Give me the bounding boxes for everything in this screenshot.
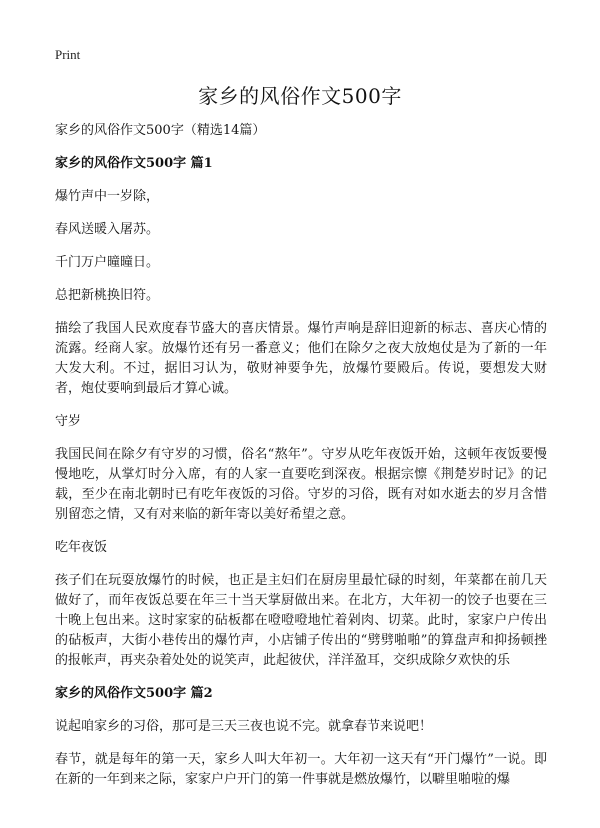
print-label: Print xyxy=(55,47,81,62)
subsection-title-shousui: 守岁 xyxy=(55,414,82,429)
article-subtitle: 家乡的风俗作文500字（精选14篇） xyxy=(55,123,266,138)
poem-line: 春风送暖入屠苏。 xyxy=(55,222,160,237)
paragraph: 孩子们在玩耍放爆竹的时候，也正是主妇们在厨房里最忙碌的时刻，年菜都在前几天做好了，而年夜饭总要在年三十当天掌厨做出来。在北方，大年初一的饺子也要在三十晚上包出来。这时家家的砧板都在噔噔噔地忙着剁肉、切菜。此时，家家户户传出的砧板声，大街小巷传出的爆竹声，小店铺子传出的“劈劈啪啪”的算盘声和抑扬顿挫的报帐声，再夹杂着处处的说笑声，此起彼伏，洋洋盈耳，交织成除夕欢快的乐 xyxy=(55,573,547,668)
poem-line: 总把新桃换旧符。 xyxy=(55,288,160,303)
section-heading-1: 家乡的风俗作文500字 篇1 xyxy=(55,156,213,171)
poem-line: 千门万户曈曈日。 xyxy=(55,255,160,270)
subsection-title-nianyefan: 吃年夜饭 xyxy=(55,540,108,555)
paragraph: 春节，就是每年的第一天，家乡人叫大年初一。大年初一这天有“开门爆竹”一说。即在新的一年到来之际，家家户户开门的第一件事就是燃放爆竹，以噼里啪啦的爆 xyxy=(55,752,547,787)
article-body xyxy=(55,121,547,803)
paragraph: 我国民间在除夕有守岁的习惯，俗名“熬年”。守岁从吃年夜饭开始，这顿年夜饭要慢慢地吃，从掌灯时分入席，有的人家一直要吃到深夜。根据宗懔《荆楚岁时记》的记载，至少在南北朝时已有吃年夜饭的习俗。守岁的习俗，既有对如水逝去的岁月含惜别留恋之情，又有对来临的新年寄以美好希望之意。 xyxy=(55,447,547,522)
poem-line: 爆竹声中一岁除， xyxy=(55,189,160,204)
paragraph: 描绘了我国人民欢度春节盛大的喜庆情景。爆竹声响是辞旧迎新的标志、喜庆心情的流露。经商人家。放爆竹还有另一番意义；他们在除夕之夜大放炮仗是为了新的一年大发大利。不过，据旧习认为，敬财神要争先，放爆竹要殿后。传说，要想发大财者，炮仗要响到最后才算心诚。 xyxy=(55,321,547,396)
section-heading-2: 家乡的风俗作文500字 篇2 xyxy=(55,686,213,701)
paragraph: 说起咱家乡的习俗，那可是三天三夜也说不完。就拿春节来说吧！ xyxy=(55,719,433,734)
page-title: 家乡的风俗作文500字 xyxy=(198,84,402,108)
